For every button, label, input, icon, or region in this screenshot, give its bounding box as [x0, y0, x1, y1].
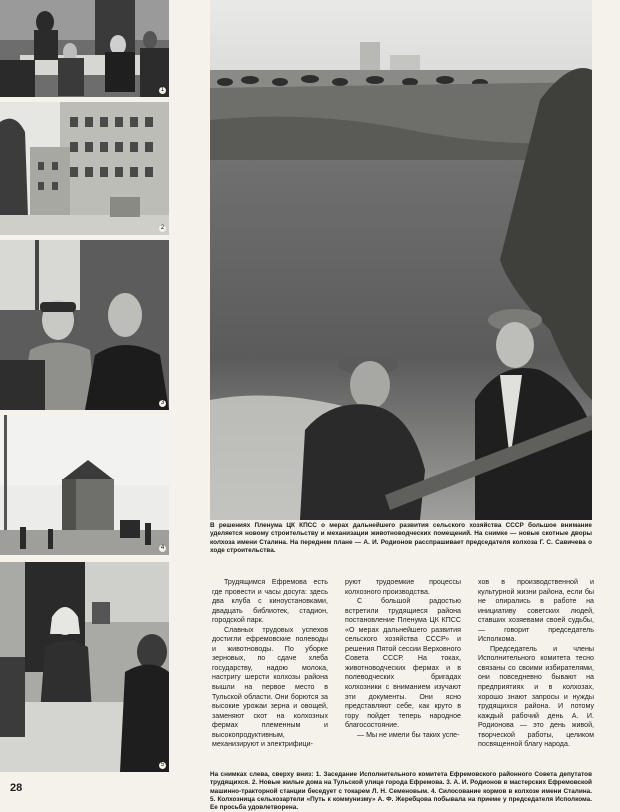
article-paragraph: Трудящимся Ефремова есть где провести и часы досуга: здесь два клуба с киноустановками, двадцать библиотек, стадион, городской парк. — [212, 578, 328, 625]
left-photos-caption: На снимках слева, сверху вниз: 1. Заседание Исполнительного комитета Ефремовского районного Совета депутатов трудящихся. 2. Новые жилые дома на Тульской улице города Ефремова. 3. А. И. Родионов в мастерских Ефремовской машинно-тракторной станции беседует с токарем Л. Н. Семеновым. 4. Силосование кормов в колхозе имени Сталина. 5. Колхозница сельхозартели «Путь к коммунизму» А. Ф. Жеребцова побывала на приеме у председателя Исполкома. Ее просьба удовлетворена. — [210, 771, 592, 812]
photo-number: 1 — [160, 87, 165, 93]
page-number: 28 — [10, 782, 23, 794]
article-column-3 — [478, 578, 594, 750]
photo-silo-image — [0, 415, 169, 555]
photo-number: 2 — [160, 225, 165, 231]
article-paragraph: руют трудоемкие процессы колхозного производства. — [345, 578, 461, 596]
photo-street-buildings — [0, 102, 169, 235]
photo-main-river — [210, 0, 592, 520]
photo-number: 4 — [160, 545, 165, 551]
photo-workshop — [0, 240, 169, 410]
article-paragraph: С большой радостью встретили трудящиеся района постановление Пленума ЦК КПСС «О мерах дальнейшего развития сельского хозяйства СССР» и решения Пятой сессии Верховного Совета СССР. На токах, животноводческих фермах и в полеводческих бригадах колхозники с вниманием изучают эти документы. Они ясно представляют себе, как круто в гору пойдет теперь народное благосостояние. — [345, 597, 461, 730]
photo-number: 3 — [160, 400, 165, 406]
article-column-1 — [212, 578, 328, 750]
photo-reception — [0, 562, 169, 772]
photo-meeting — [0, 0, 169, 97]
photo-main-river-image — [210, 0, 592, 520]
article-column-2 — [345, 578, 461, 740]
article-paragraph: Председатель и члены Исполнительного комитета тесно связаны со своими избирателями, они повседневно бывают на предприятиях и в колхозах, хорошо знают запросы и нужды трудящихся района. И потому каждый рабочий день А. И. Родионова — это день живой, творческой работы, целиком посвященной благу народа. — [478, 644, 594, 749]
article-paragraph: Славных трудовых успехов достигли ефремовские полеводы и животноводы. По уборке зерновых, по сдаче хлеба государству, надою молока, настригу шерсти колхозы района вышли на первое место в Тульской области. Они борются за высокие урожаи зерна и овощей, заменяют скот на колхозных фермах племенным и высокопродуктивным, механизируют и электрифици- — [212, 625, 328, 749]
article-paragraph: — Мы не имели бы таких успе- — [357, 730, 460, 739]
photo-meeting-image — [0, 0, 169, 97]
photo-silo — [0, 415, 169, 555]
article-paragraph: хов в производственной и культурной жизни района, если бы не опирались в работе на инициативу советских людей, ставших хозяевами своей судьбы, — говорит председатель Исполкома. — [478, 578, 594, 644]
photo-street-buildings-image — [0, 102, 169, 235]
photo-reception-image — [0, 562, 169, 772]
photo-number: 5 — [160, 762, 165, 768]
photo-workshop-image — [0, 240, 169, 410]
main-photo-caption: В решениях Пленума ЦК КПСС о мерах дальнейшего развития сельского хозяйства СССР большое внимание уделяется новому строительству и механизации животноводческих помещений. На снимке — новые скотные дворы колхоза имени Сталина. На переднем плане — А. И. Родионов расспрашивает председателя колхоза Г. С. Савичева о ходе строительства. — [210, 522, 592, 554]
